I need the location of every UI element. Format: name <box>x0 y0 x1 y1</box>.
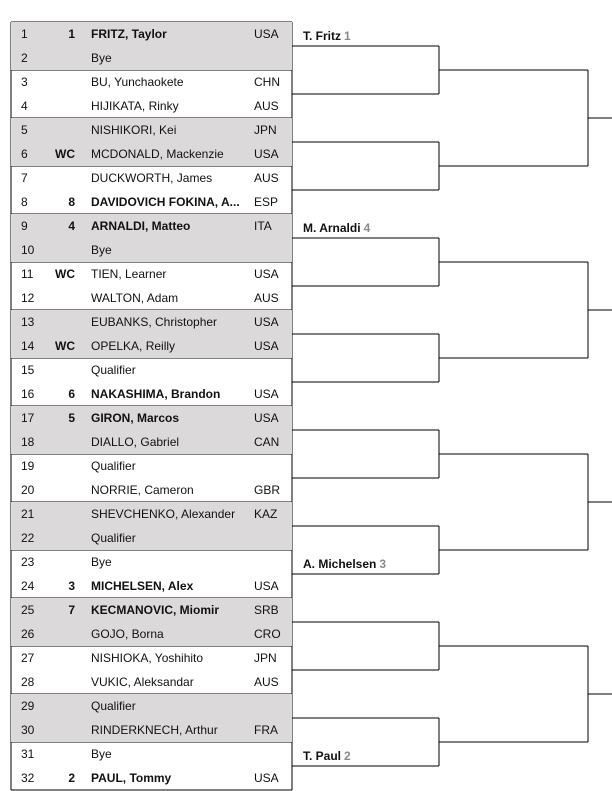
draw-row <box>11 334 292 358</box>
seed-label: 6 <box>68 387 75 401</box>
second-round-player <box>303 29 351 43</box>
draw-position: 18 <box>21 435 35 449</box>
draw-position: 6 <box>21 147 28 161</box>
player-name: TIEN, Learner <box>91 267 167 281</box>
draw-row <box>11 742 292 766</box>
player-name: Qualifier <box>91 699 136 713</box>
player-name: GOJO, Borna <box>91 627 164 641</box>
country-code: USA <box>254 411 279 425</box>
player-name: DAVIDOVICH FOKINA, A... <box>91 195 240 209</box>
draw-position: 4 <box>21 99 28 113</box>
second-round-player <box>303 221 370 235</box>
seed-label: 7 <box>68 603 75 617</box>
country-code: USA <box>254 267 279 281</box>
draw-row <box>11 94 292 118</box>
country-code: CRO <box>254 627 281 641</box>
player-name: MCDONALD, Mackenzie <box>91 147 224 161</box>
seed-label: 8 <box>68 195 75 209</box>
player-name: MICHELSEN, Alex <box>91 579 194 593</box>
draw-position: 11 <box>21 267 34 281</box>
draw-row <box>11 382 292 406</box>
player-name: Qualifier <box>91 531 136 545</box>
seed-label: WC <box>55 267 75 281</box>
player-name: EUBANKS, Christopher <box>91 315 218 329</box>
draw-position: 21 <box>21 507 35 521</box>
draw-position: 16 <box>21 387 35 401</box>
player-name: NAKASHIMA, Brandon <box>91 387 221 401</box>
player-name: VUKIC, Aleksandar <box>91 675 194 689</box>
draw-row <box>11 214 292 238</box>
country-code: JPN <box>254 123 277 137</box>
draw-row <box>11 550 292 574</box>
advanced-player-seed: 3 <box>379 557 387 571</box>
player-name: Qualifier <box>91 459 136 473</box>
draw-position: 5 <box>21 123 28 137</box>
country-code: USA <box>254 315 279 329</box>
draw-position: 9 <box>21 219 28 233</box>
player-name: KECMANOVIC, Miomir <box>91 603 220 617</box>
draw-position: 30 <box>21 723 35 737</box>
draw-row <box>11 694 292 718</box>
advanced-player-seed: 2 <box>344 749 351 763</box>
draw-row <box>11 70 292 94</box>
seed-label: 2 <box>68 771 75 785</box>
draw-row <box>11 598 292 622</box>
draw-position: 25 <box>21 603 35 617</box>
country-code: USA <box>254 771 279 785</box>
draw-row <box>11 622 292 646</box>
draw-position: 29 <box>21 699 35 713</box>
advanced-player-name: A. Michelsen <box>303 557 377 571</box>
draw-position: 24 <box>21 579 35 593</box>
draw-row <box>11 430 292 454</box>
player-name: BU, Yunchaokete <box>91 75 184 89</box>
draw-row <box>11 670 292 694</box>
country-code: ESP <box>254 195 279 209</box>
draw-row <box>11 142 292 166</box>
draw-row <box>11 358 292 382</box>
player-name: Bye <box>91 555 112 569</box>
country-code: ITA <box>254 219 272 233</box>
draw-position: 31 <box>21 747 35 761</box>
draw-row <box>11 646 292 670</box>
draw-position: 17 <box>21 411 35 425</box>
draw-row <box>11 310 292 334</box>
country-code: USA <box>254 27 279 41</box>
player-name: Bye <box>91 243 112 257</box>
draw-position: 20 <box>21 483 35 497</box>
draw-row <box>11 526 292 550</box>
player-name: RINDERKNECH, Arthur <box>91 723 218 737</box>
draw-row <box>11 454 292 478</box>
draw-position: 13 <box>21 315 35 329</box>
player-name: HIJIKATA, Rinky <box>91 99 179 113</box>
country-code: AUS <box>254 675 279 689</box>
draw-row <box>11 118 292 142</box>
draw-position: 8 <box>21 195 28 209</box>
draw-position: 10 <box>21 243 35 257</box>
draw-position: 3 <box>21 75 28 89</box>
country-code: FRA <box>254 723 278 737</box>
player-name: GIRON, Marcos <box>91 411 180 425</box>
draw-row <box>11 262 292 286</box>
seed-label: 1 <box>68 27 75 41</box>
player-name: DIALLO, Gabriel <box>91 435 180 449</box>
draw-position: 2 <box>21 51 28 65</box>
player-name: Bye <box>91 51 112 65</box>
player-name: ARNALDI, Matteo <box>91 219 191 233</box>
player-name: WALTON, Adam <box>91 291 179 305</box>
second-round-player <box>303 749 351 763</box>
draw-position: 1 <box>21 27 28 41</box>
draw-row <box>11 574 292 598</box>
advanced-player-name: T. Fritz <box>303 29 341 43</box>
draw-position: 26 <box>21 627 35 641</box>
draw-position: 22 <box>21 531 35 545</box>
player-name: OPELKA, Reilly <box>91 339 176 353</box>
draw-position: 23 <box>21 555 35 569</box>
draw-position: 15 <box>21 363 35 377</box>
country-code: CAN <box>254 435 280 449</box>
country-code: JPN <box>254 651 277 665</box>
draw-row <box>11 22 292 46</box>
country-code: USA <box>254 579 279 593</box>
advanced-player-seed: 1 <box>344 29 351 43</box>
country-code: AUS <box>254 291 279 305</box>
player-name: SHEVCHENKO, Alexander <box>91 507 236 521</box>
draw-position: 12 <box>21 291 35 305</box>
country-code: AUS <box>254 171 279 185</box>
draw-row <box>11 478 292 502</box>
draw-position: 7 <box>21 171 28 185</box>
draw-position: 27 <box>21 651 35 665</box>
seed-label: WC <box>55 339 75 353</box>
seed-label: 4 <box>68 219 75 233</box>
seed-label: 5 <box>68 411 75 425</box>
draw-row <box>11 718 292 742</box>
player-name: DUCKWORTH, James <box>91 171 213 185</box>
draw-position: 28 <box>21 675 35 689</box>
player-name: FRITZ, Taylor <box>91 27 167 41</box>
draw-row <box>11 46 292 70</box>
draw-row <box>11 166 292 190</box>
country-code: GBR <box>254 483 281 497</box>
player-name: NISHIKORI, Kei <box>91 123 177 137</box>
draw-row <box>11 286 292 310</box>
country-code: USA <box>254 339 279 353</box>
country-code: CHN <box>254 75 280 89</box>
draw-row <box>11 406 292 430</box>
advanced-player-seed: 4 <box>363 221 371 235</box>
draw-row <box>11 238 292 262</box>
advanced-player-name: M. Arnaldi <box>303 221 361 235</box>
player-name: Bye <box>91 747 112 761</box>
country-code: USA <box>254 387 279 401</box>
second-round-player <box>303 557 386 571</box>
country-code: AUS <box>254 99 279 113</box>
draw-position: 32 <box>21 771 35 785</box>
player-name: NISHIOKA, Yoshihito <box>91 651 204 665</box>
advanced-player-name: T. Paul <box>303 749 342 763</box>
seed-label: WC <box>55 147 75 161</box>
seed-label: 3 <box>68 579 75 593</box>
player-name: Qualifier <box>91 363 136 377</box>
draw-row <box>11 502 292 526</box>
draw-row <box>11 766 292 790</box>
country-code: USA <box>254 147 279 161</box>
draw-position: 19 <box>21 459 35 473</box>
country-code: KAZ <box>254 507 278 521</box>
draw-row <box>11 190 292 214</box>
player-name: PAUL, Tommy <box>91 771 172 785</box>
player-name: NORRIE, Cameron <box>91 483 194 497</box>
country-code: SRB <box>254 603 279 617</box>
draw-position: 14 <box>21 339 35 353</box>
